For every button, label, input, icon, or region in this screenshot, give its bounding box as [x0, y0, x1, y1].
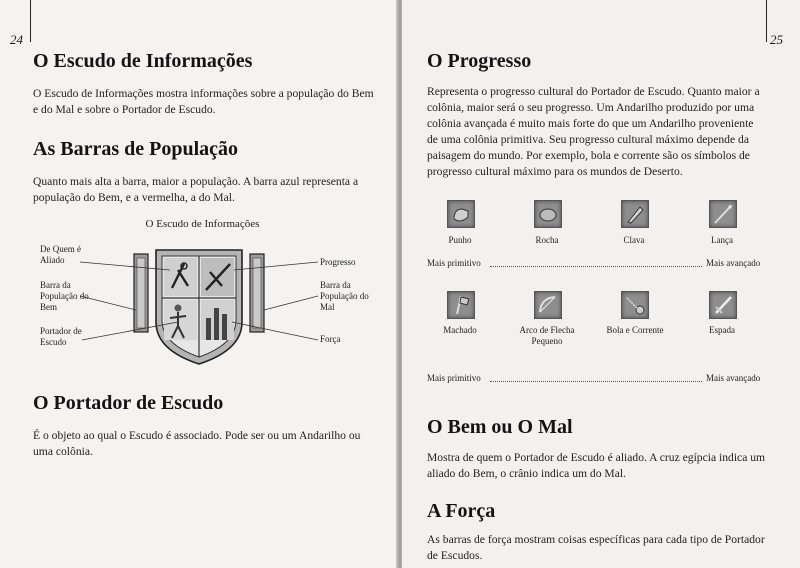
fist-icon: [447, 200, 475, 228]
label-bearer: Portador de Escudo: [40, 326, 82, 347]
intro-paragraph: O Escudo de Informações mostra informações sobre a população do Bem e do Mal e sobre o Portador de Escudo.: [33, 87, 374, 116]
title-force: A Força: [427, 500, 496, 522]
title-shield-bearer: O Portador de Escudo: [33, 392, 224, 414]
good-or-evil-paragraph: Mostra de quem o Portador de Escudo é aliado. A cruz egípcia indica um aliado do Bem, o crânio indica um do Mal.: [427, 451, 766, 480]
scale-left-2: Mais primitivo: [427, 373, 481, 383]
force-paragraph: As barras de força mostram coisas específicas para cada tipo de Portador de Escudos.: [427, 533, 765, 562]
page-number-left: 24: [10, 32, 23, 47]
page-edge-line: [766, 0, 767, 42]
item-label-rock: Rocha: [535, 235, 559, 245]
diagram-caption: O Escudo de Informações: [145, 218, 260, 230]
scale-right-2: Mais avançado: [706, 373, 761, 383]
item-label-club: Clava: [623, 235, 645, 245]
label-force: Força: [320, 334, 341, 344]
spear-icon: [709, 200, 737, 228]
label-good-bar: Barra da População do Bem: [40, 280, 89, 312]
axe-icon: [447, 291, 475, 319]
item-label-sword: Espada: [709, 325, 735, 335]
ball-chain-icon: [621, 291, 649, 319]
shield-bearer-paragraph: É o objeto ao qual o Escudo é associado. Pode ser ou um Andarilho ou uma colônia.: [33, 429, 361, 458]
scale-right-1: Mais avançado: [706, 258, 761, 268]
label-evil-bar: Barra da População do Mal: [320, 280, 369, 312]
club-icon: [621, 200, 649, 228]
item-label-ball-chain: Bola e Corrente: [606, 325, 664, 335]
title-population-bars: As Barras de População: [33, 138, 238, 160]
item-label-bow: Arco de Flecha Pequeno: [519, 325, 575, 346]
rock-icon: [534, 200, 562, 228]
title-progress: O Progresso: [427, 50, 532, 72]
scale-dotline-1: [490, 266, 702, 267]
scale-dotline-2: [490, 381, 702, 382]
item-label-spear: Lança: [711, 235, 733, 245]
progress-paragraph: Representa o progresso cultural do Portador de Escudo. Quanto maior a colônia, maior será o seu progresso. Um Andarilho produzido por uma colônia avançada é muito mais forte do que um Andarilho proveniente de uma colônia primitiva. Seu progresso cultural máximo depende da paisagem do mundo. Por exemplo, bola e corrente são os símbolos de progresso cultural máximo para os mundos de Deserto.: [427, 85, 760, 178]
title-good-or-evil: O Bem ou O Mal: [427, 416, 573, 438]
scale-left-1: Mais primitivo: [427, 258, 481, 268]
population-bars-paragraph: Quanto mais alta a barra, maior a população. A barra azul representa a população do Bem, e a vermelha, a do Mal.: [33, 175, 359, 204]
page-number-right: 25: [770, 32, 783, 47]
bow-icon: [534, 291, 562, 319]
item-label-axe: Machado: [443, 325, 477, 335]
item-label-fist: Punho: [448, 235, 472, 245]
label-ally: De Quem é Aliado: [40, 244, 81, 265]
label-progress: Progresso: [320, 257, 356, 267]
title-shield-info: O Escudo de Informações: [33, 50, 253, 72]
sword-icon: [709, 291, 737, 319]
diagram-leader-lines: [0, 0, 398, 568]
left-page: [0, 0, 398, 568]
right-page: [402, 0, 800, 568]
